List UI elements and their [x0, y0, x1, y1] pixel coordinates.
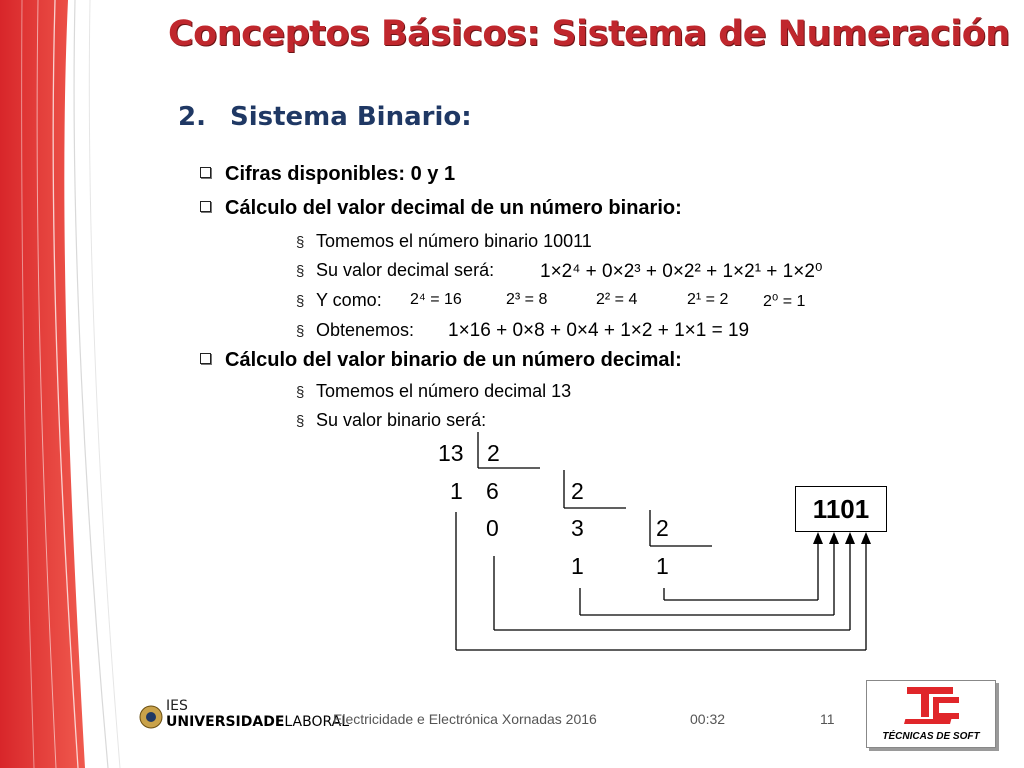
remainder-3: 1: [571, 553, 584, 579]
power-2-4: 2⁴ = 16: [410, 291, 462, 308]
logo-univ-laboral: [166, 714, 349, 730]
sub-bullet-text: Y como:: [316, 290, 382, 310]
section-mark-icon: §: [296, 384, 305, 401]
tecnicas-soft-label: TÉCNICAS DE SOFT: [882, 731, 980, 742]
decimal-expansion-formula: 1×2⁴ + 0×2³ + 0×2² + 1×2¹ + 1×2⁰: [540, 261, 823, 282]
remainder-1: 1: [450, 478, 463, 504]
divisor-1: 2: [487, 440, 500, 466]
section-label: Sistema Binario:: [230, 102, 472, 132]
divisor-2: 2: [571, 478, 584, 504]
sub-bullet-text: Tomemos el número binario 10011: [316, 231, 592, 251]
sub-bullet-text: Obtenemos:: [316, 320, 415, 340]
bullet-cifras-text: Cifras disponibles: 0 y 1: [225, 163, 456, 185]
dividend-6: 6: [486, 478, 499, 504]
footer-event: Electricidade e Electrónica Xornadas 2016: [333, 711, 597, 727]
remainder-2: 0: [486, 515, 499, 541]
sub-bullet-text: Su valor binario será:: [316, 410, 487, 430]
section-number: 2.: [178, 102, 206, 132]
section-mark-icon: §: [296, 293, 305, 310]
power-2-0: 2⁰ = 1: [763, 293, 806, 310]
power-2-2: 2² = 4: [596, 291, 638, 308]
sub-bullet-text: Tomemos el número decimal 13: [316, 381, 572, 401]
dividend-13: 13: [438, 440, 464, 466]
section-mark-icon: §: [296, 413, 305, 430]
dividend-3: 3: [571, 515, 584, 541]
sub-bullet-text: Su valor decimal será:: [316, 260, 495, 280]
last-quotient: 1: [656, 553, 669, 579]
bullet-calc-binario-text: Cálculo del valor binario de un número decimal:: [225, 349, 682, 371]
section-mark-icon: §: [296, 234, 305, 251]
logo-ies-text: IES: [166, 698, 188, 714]
tecnicas-soft-logo-icon: [867, 683, 995, 733]
section-mark-icon: §: [296, 323, 305, 340]
power-2-3: 2³ = 8: [506, 291, 548, 308]
bullet-calc-decimal-text: Cálculo del valor decimal de un número binario:: [225, 197, 682, 219]
logo-univ-text: UNIVERSIDADE: [166, 714, 285, 730]
ies-crest-icon: [138, 700, 164, 734]
footer-time: 00:32: [690, 711, 726, 727]
tecnicas-soft-logo: [866, 680, 996, 748]
section-mark-icon: §: [296, 263, 305, 280]
logo-laboral-text: LABORAL: [284, 714, 350, 730]
binary-result-box: 1101: [795, 486, 887, 532]
slide-title: Conceptos Básicos: Sistema de Numeración: [168, 14, 1010, 54]
footer-page-number: 11: [820, 711, 835, 727]
result-formula: 1×16 + 0×8 + 0×4 + 1×2 + 1×1 = 19: [448, 320, 750, 341]
power-2-1: 2¹ = 2: [687, 291, 729, 308]
divisor-3: 2: [656, 515, 669, 541]
